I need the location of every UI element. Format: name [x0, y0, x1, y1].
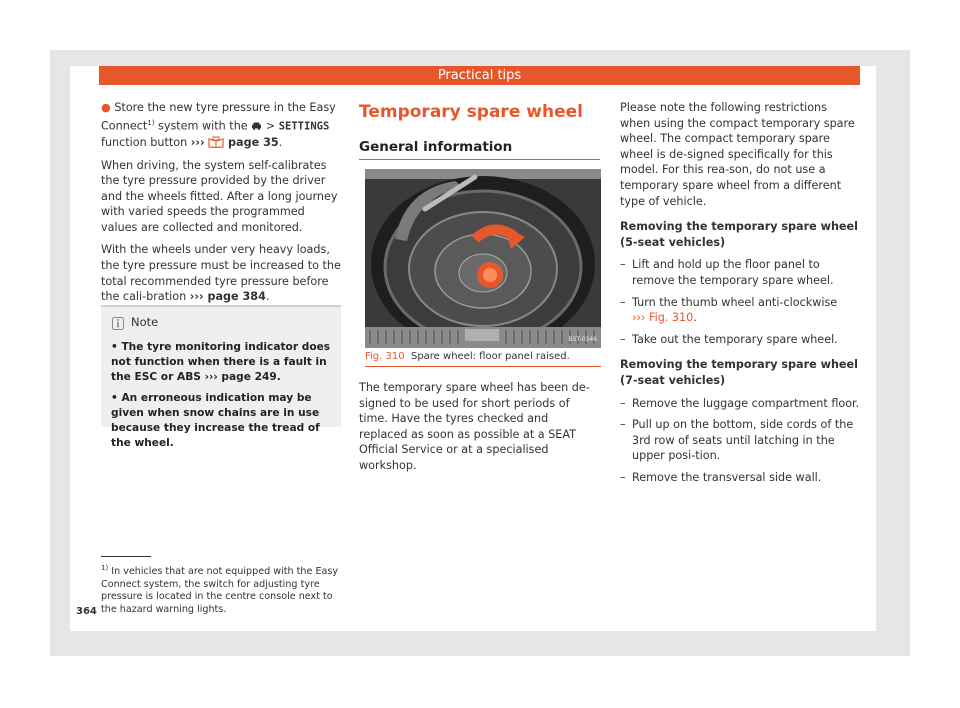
subtitle-rule [359, 159, 600, 160]
page-number: 364 [76, 606, 97, 617]
list-item: – Lift and hold up the floor panel to remove the temporary spare wheel. [620, 258, 834, 287]
middle-column [359, 380, 600, 481]
page-link[interactable]: ››› page 384 [189, 290, 266, 304]
heading-5-seat: Removing the temporary spare wheel (5-seat vehicles) [620, 220, 858, 249]
figure-caption: Fig. 310 Spare wheel: floor panel raised. [365, 351, 570, 362]
page-link[interactable]: page 35 [224, 135, 279, 149]
spare-wheel-figure [365, 169, 601, 348]
page-link[interactable]: page 249 [221, 371, 277, 383]
bullet-dot: ● [101, 101, 111, 114]
footnote: $^{1)}$ In vehicles that are not equipped with the Easy Connect system, the switch for adjusting tyre pressure is located in the centre console next to the hazard warning lights. [101, 564, 339, 615]
paragraph-calibration: When driving, the system self-calibrates the tyre pressure provided by the driver and the wheels fitted. After a long journey with varied speeds the programmed values are collected and monitored. [101, 158, 338, 234]
left-column [101, 100, 341, 312]
caption-rule [365, 366, 601, 367]
note-box [101, 305, 341, 449]
section-subtitle: General information [359, 139, 513, 155]
paragraph-spare-wheel: The temporary spare wheel has been de-signed to be used for short periods of time. Have the tyres checked and replaced as soon as possible at a SEAT Official Service or at a specialised workshop. [359, 381, 590, 472]
bullet-paragraph: ● Store the new tyre pressure in the Easy Connect$^{1)}$ system with the > SETTINGS function button ››› page 35. [101, 101, 336, 149]
note-item: • An erroneous indication may be given when snow chains are in use because they increase the tread of the wheel. [111, 392, 320, 449]
paragraph-heavy-loads: With the wheels under very heavy loads, the tyre pressure must be increased to the total recommended tyre pressure before the cali-bration ››› page 384. [101, 243, 341, 304]
figure-code: B5T-0346 [568, 336, 597, 343]
car-icon [251, 119, 262, 127]
note-body [111, 340, 333, 457]
list-item: – Turn the thumb wheel anti-clockwise ››› Fig. 310. [620, 295, 838, 325]
note-title: Note [131, 315, 159, 329]
list-item: – Take out the temporary spare wheel. [620, 332, 838, 346]
info-icon [112, 315, 124, 334]
list-item: – Pull up on the bottom, side cords of the 3rd row of seats until latching in the upper posi-tion. [620, 418, 854, 463]
note-item: • The tyre monitoring indicator does not function when there is a fault in the ESC or ABS ››› page 249. [111, 341, 331, 383]
list-item: – Remove the luggage compartment floor. [620, 396, 860, 410]
heading-7-seat: Removing the temporary spare wheel (7-seat vehicles) [620, 358, 858, 387]
list-item: – Remove the transversal side wall. [620, 470, 822, 484]
section-header: Practical tips [99, 66, 860, 85]
section-title: Temporary spare wheel [359, 102, 583, 122]
footnote-divider [101, 556, 151, 557]
figure-link[interactable]: ››› Fig. 310 [632, 311, 694, 325]
paragraph-restrictions: Please note the following restrictions when using the compact temporary spare wheel. The compact temporary spare wheel is de-signed specifically for this model. For this rea-son, do not use a temporary spare wheel from a different type of vehicle. [620, 101, 855, 208]
right-column [620, 100, 860, 491]
spare-wheel-illustration [365, 169, 601, 348]
book-icon [208, 136, 224, 148]
